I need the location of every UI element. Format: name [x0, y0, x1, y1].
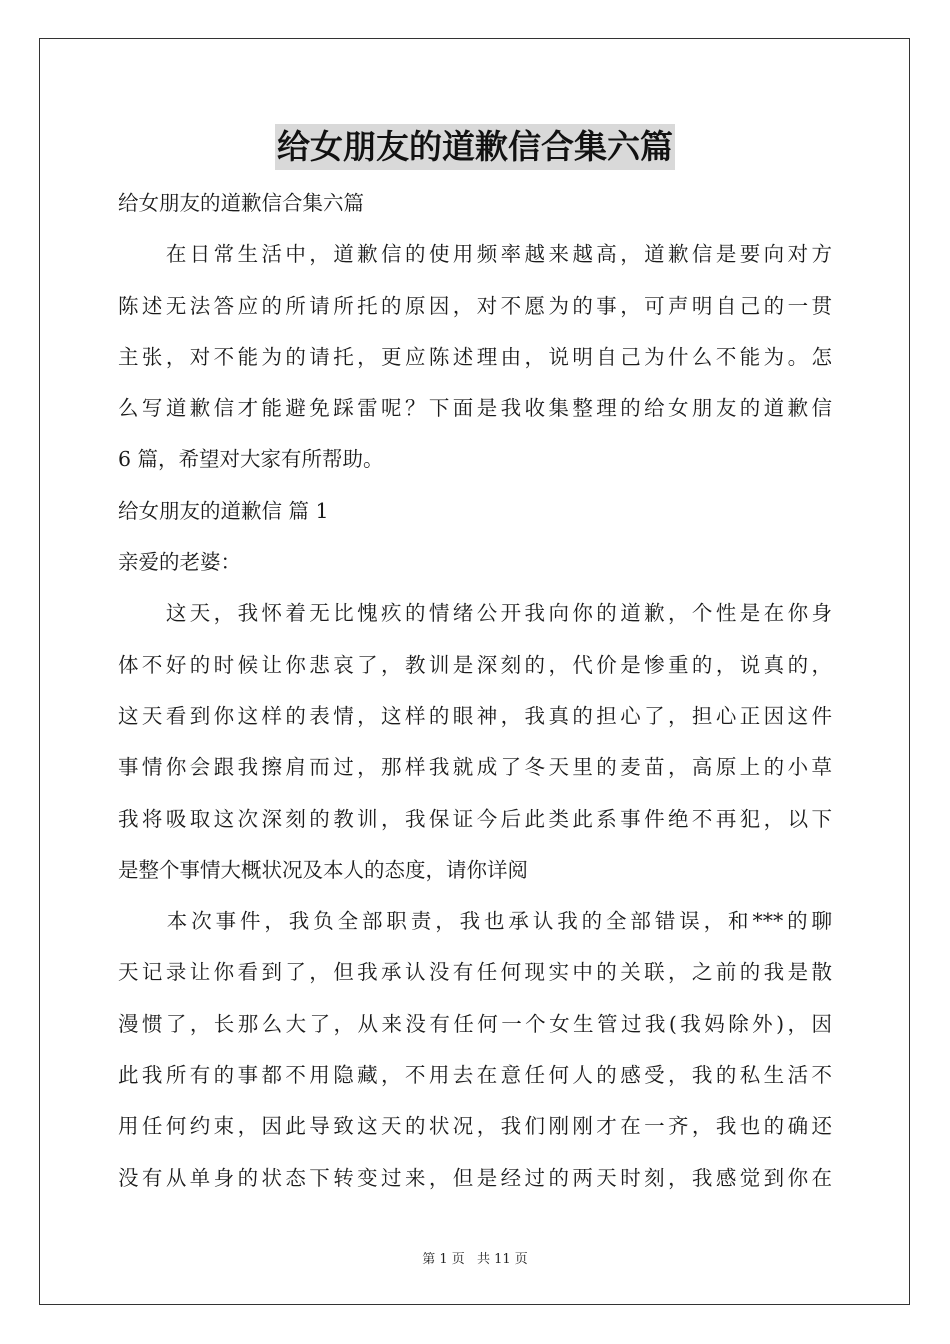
page-footer [0, 1248, 950, 1267]
text-line: 主张，对不能为的请托，更应陈述理由，说明自己为什么不能为。怎 [118, 344, 832, 369]
text-line: 本次事件，我负全部职责，我也承认我的全部错误，和***的聊 [118, 909, 832, 934]
text-line: 此我所有的事都不用隐藏，不用去在意任何人的感受，我的私生活不 [118, 1063, 832, 1088]
text-line: 没有从单身的状态下转变过来，但是经过的两天时刻，我感觉到你在 [118, 1165, 832, 1190]
text-line: 事情你会跟我擦肩而过，那样我就成了冬天里的麦苗，高原上的小草 [118, 755, 832, 780]
title-area [0, 124, 950, 170]
text-line: 么写道歉信才能避免踩雷呢？下面是我收集整理的给女朋友的道歉信 [118, 396, 832, 421]
document-body [118, 178, 832, 1204]
text-line: 用任何约束，因此导致这天的状况，我们刚刚才在一齐，我也的确还 [118, 1114, 832, 1139]
text-line: 体不好的时候让你悲哀了，教训是深刻的，代价是惨重的，说真的， [118, 652, 832, 677]
text-line: 是整个事情大概状况及本人的态度，请你详阅 [118, 857, 528, 882]
text-line: 我将吸取这次深刻的教训，我保证今后此类此系事件绝不再犯，以下 [118, 806, 832, 831]
document-title: 给女朋友的道歉信合集六篇 [275, 124, 675, 170]
text-line: 亲爱的老婆： [118, 550, 241, 575]
text-line: 这天看到你这样的表情，这样的眼神，我真的担心了，担心正因这件 [118, 703, 832, 728]
text-line: 这天，我怀着无比愧疚的情绪公开我向你的道歉，个性是在你身 [118, 601, 832, 626]
text-line: 在日常生活中，道歉信的使用频率越来越高，道歉信是要向对方 [118, 242, 832, 267]
page-number: 第 1 页 [422, 1252, 465, 1267]
page-total: 共 11 页 [476, 1252, 528, 1267]
text-line: 天记录让你看到了，但我承认没有任何现实中的关联，之前的我是散 [118, 960, 832, 985]
text-line: 给女朋友的道歉信合集六篇 [118, 191, 364, 215]
text-line: 6 篇，希望对大家有所帮助。 [118, 447, 384, 472]
text-line: 给女朋友的道歉信 篇 1 [118, 498, 329, 523]
text-line: 陈述无法答应的所请所托的原因，对不愿为的事，可声明自己的一贯 [118, 293, 832, 318]
text-line: 漫惯了，长那么大了，从来没有任何一个女生管过我(我妈除外)，因 [118, 1011, 832, 1036]
